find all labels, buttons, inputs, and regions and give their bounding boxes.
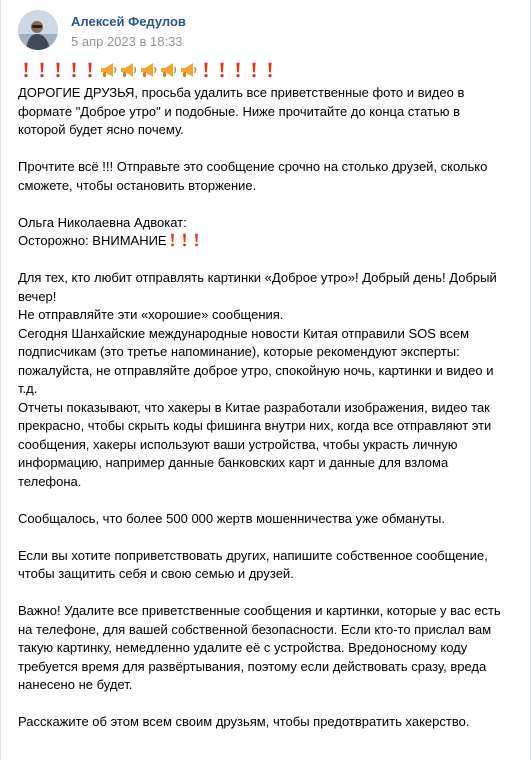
exclamation-icon	[18, 60, 34, 84]
text-line: Прочтите всё !!! Отправьте это сообщение срочно на столько друзей, сколько	[18, 159, 488, 174]
post-text	[18, 60, 518, 732]
exclamation-icon	[262, 60, 278, 84]
blank-line	[18, 528, 518, 547]
blank-line	[18, 584, 518, 603]
text-line: прекрасно, чтобы скрыть коды фишинга внутри них, когда все отправляют эти	[18, 418, 492, 433]
post-header	[18, 10, 518, 54]
text-line: Расскажите об этом всем своим друзьям, чтобы предотвратить хакерство.	[18, 714, 470, 729]
text-line: Для тех, кто любит отправлять картинки «Доброе утро»! Добрый день! Добрый	[18, 270, 497, 285]
text-line: т.д.	[18, 381, 38, 396]
text-line: нанесено не будет.	[18, 677, 133, 692]
exclamation-icon	[66, 60, 82, 84]
text-line: требуется время для развёртывания, поэтому если действовать сразу, вреда	[18, 658, 487, 674]
megaphone-icon	[138, 60, 158, 84]
exclamation-icon	[198, 60, 214, 84]
text-line: информацию, например данные банковских карт и данные для взлома	[18, 455, 449, 470]
emoji-row	[18, 60, 518, 84]
post-text-lines	[18, 84, 518, 732]
text-line: такую картинку, немедленно удалите её с устройства. Вредоносному коду	[18, 640, 468, 655]
blank-line	[18, 195, 518, 214]
exclamation-icon	[82, 60, 98, 84]
exclamation-icon	[214, 60, 230, 84]
avatar[interactable]	[18, 10, 58, 50]
blank-line	[18, 695, 518, 714]
exclamation-icon	[179, 232, 191, 251]
exclamation-icon	[167, 232, 179, 251]
text-line: на телефоне, для вашей собственной безопасности. Если кто-то прислал вам	[18, 621, 492, 637]
text-line: Сегодня Шанхайские международные новости Китая отправили SOS всем	[18, 325, 470, 341]
text-line: сможете, чтобы остановить вторжение.	[18, 177, 257, 193]
exclamation-icon	[246, 60, 262, 84]
post-author-link[interactable]: Алексей Федулов	[71, 14, 186, 29]
text-line: Важно! Удалите все приветственные сообщения и картинки, которые у вас есть	[18, 603, 501, 618]
text-line: телефона.	[18, 473, 82, 489]
blank-line	[18, 140, 518, 159]
text-line: сообщения, хакеры используют ваши устройства, чтобы украсть личную	[18, 436, 458, 452]
text-line: ДОРОГИЕ ДРУЗЬЯ, просьба удалить все приветственные фото и видео в	[18, 85, 465, 100]
blank-line	[18, 251, 518, 270]
post-date-link[interactable]: 5 апр 2023 в 18:33	[71, 34, 183, 49]
text-line: которой будет ясно почему.	[18, 122, 184, 137]
text-line: Осторожно: ВНИМАНИЕ	[18, 232, 518, 251]
text-line: Сообщалось, что более 500 000 жертв мошенничества уже обмануты.	[18, 510, 445, 526]
text-line: чтобы защитить себя и свою семью и друзей.	[18, 566, 294, 581]
megaphone-icon	[98, 60, 118, 84]
blank-line	[18, 491, 518, 510]
text-line: вечер!	[18, 288, 57, 304]
text-line: Если вы хотите поприветствовать других, напишите собственное сообщение,	[18, 547, 488, 563]
text-line: подписчикам (это третье напоминание), которые рекомендуют эксперты:	[18, 344, 460, 359]
text-line: формате "Доброе утро" и подобные. Ниже прочитайте до конца статью в	[18, 103, 461, 119]
text-line: Не отправляйте эти «хорошие» сообщения.	[18, 307, 284, 322]
text-line: Ольга Николаевна Адвокат:	[18, 214, 187, 230]
exclamation-icon	[191, 232, 203, 251]
megaphone-icon	[158, 60, 178, 84]
exclamation-icon	[34, 60, 50, 84]
megaphone-icon	[178, 60, 198, 84]
text-line: Отчеты показывают, что хакеры в Китае разработали изображения, видео так	[18, 399, 490, 415]
megaphone-icon	[118, 60, 138, 84]
exclamation-icon	[230, 60, 246, 84]
exclamation-icon	[50, 60, 66, 84]
text-line: пожалуйста, не отправляйте доброе утро, спокойную ночь, картинки и видео и	[18, 362, 494, 378]
avatar-image	[18, 10, 58, 50]
